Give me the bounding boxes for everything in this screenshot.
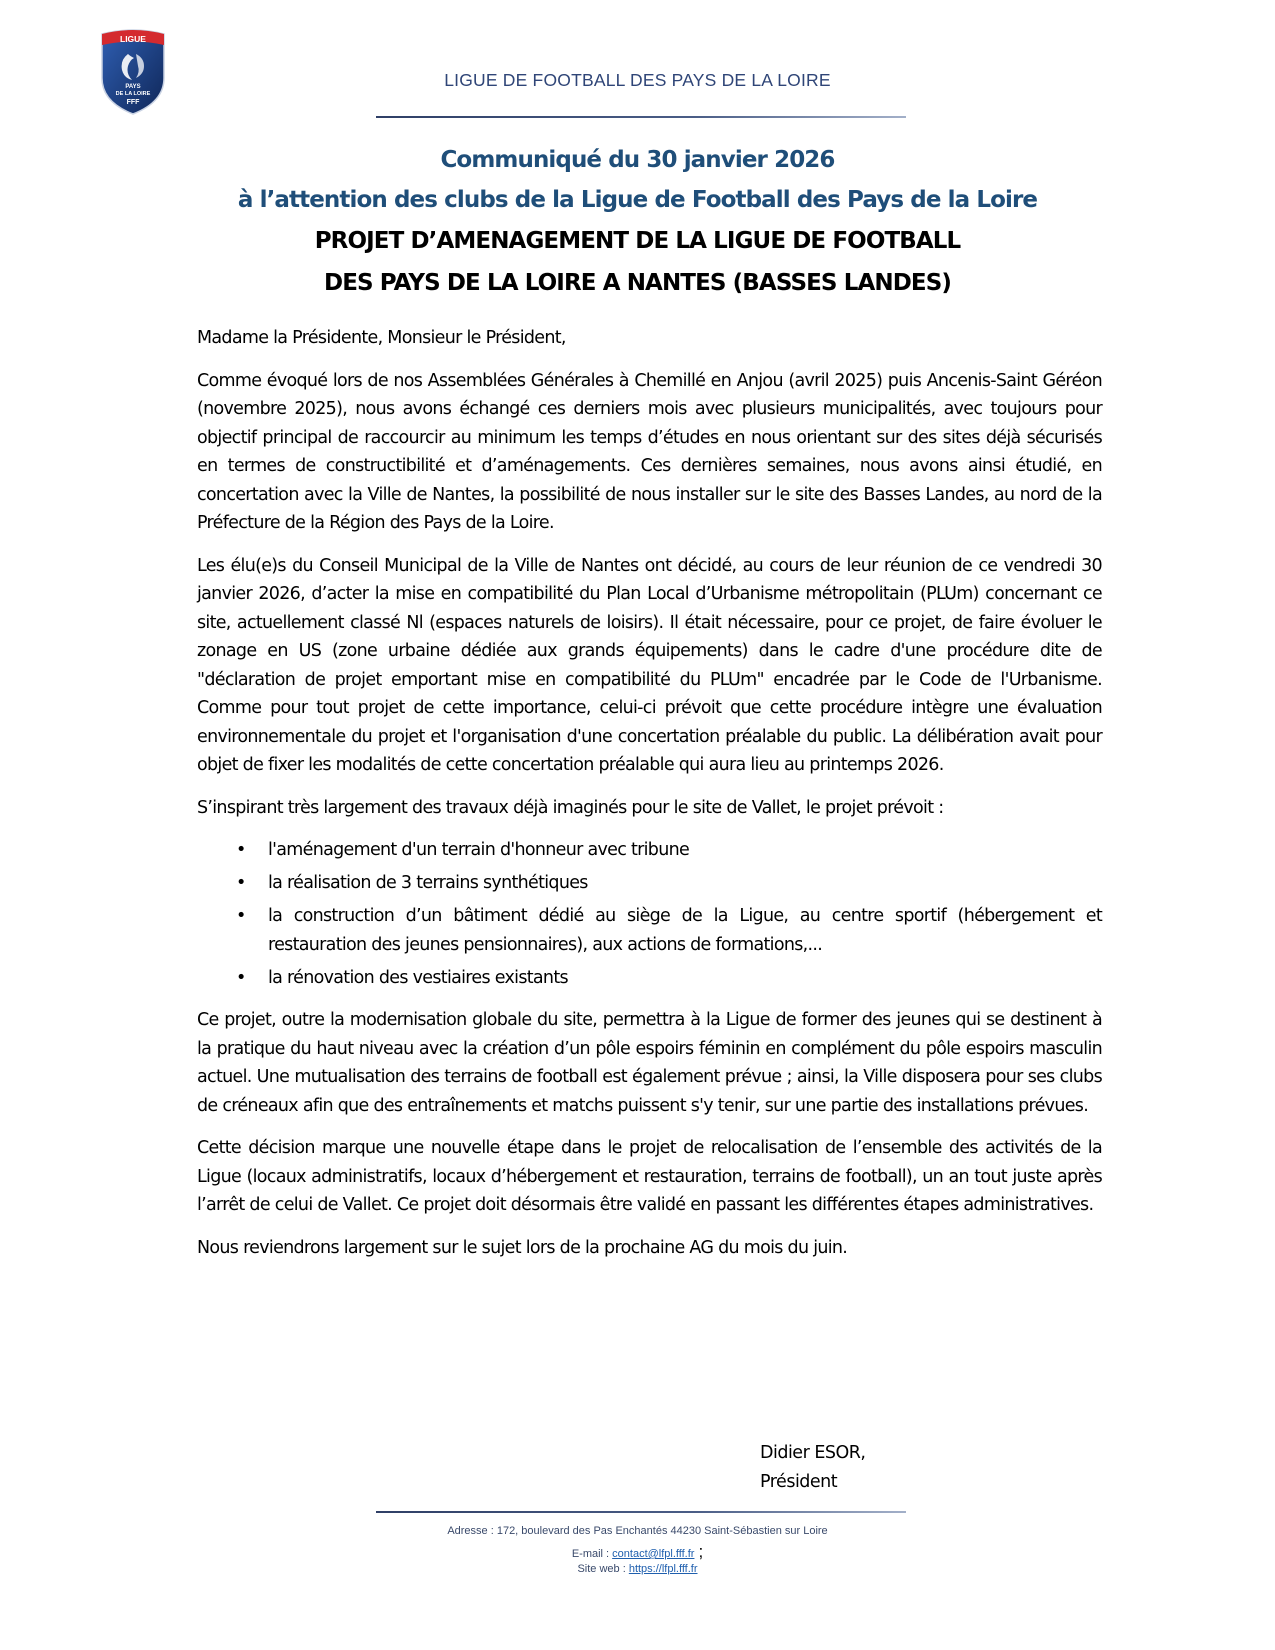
footer-website-line — [0, 1562, 1275, 1576]
organization-header: LIGUE DE FOOTBALL DES PAYS DE LA LOIRE — [444, 70, 831, 90]
footer-email-line — [0, 1544, 1275, 1562]
bullet-icon: • — [236, 840, 246, 860]
paragraph-project-benefits: Ce projet, outre la modernisation globale du site, permettra à la Ligue de former des jeunes qui se destinent à la pratique du haut niveau avec la création d’un pôle espoirs féminin en complément du pôle espoirs masculin actuel. Une mutualisation des terrains de football est également prévue ; ainsi, la Ville disposera pour ses clubs de créneaux afin que des entraînements et matchs puissent s'y tenir, sur une partie des installations prévues. — [197, 1010, 1102, 1116]
header-divider — [376, 116, 906, 118]
website-label: Site web : — [577, 1563, 629, 1575]
logo-top-label: LIGUE — [120, 34, 146, 44]
email-suffix: ; — [698, 1542, 704, 1561]
audience-subtitle: à l’attention des clubs de la Ligue de Football des Pays de la Loire — [237, 187, 1038, 213]
list-item-text: l'aménagement d'un terrain d'honneur avec tribune — [268, 840, 690, 860]
footer-address: Adresse : 172, boulevard des Pas Enchantés 44230 Saint-Sébastien sur Loire — [447, 1525, 828, 1537]
paragraph-closing: Nous reviendrons largement sur le sujet lors de la prochaine AG du mois du juin. — [197, 1237, 848, 1258]
letter-body — [197, 324, 1102, 1276]
paragraph-project-intro: S’inspirant très largement des travaux déjà imaginés pour le site de Vallet, le projet prévoit : — [197, 797, 944, 818]
logo-line3: FFF — [126, 99, 140, 106]
project-title-line2: DES PAYS DE LA LOIRE A NANTES (BASSES LANDES) — [324, 270, 951, 296]
logo-line1: PAYS — [125, 84, 141, 90]
signature-block — [760, 1439, 866, 1496]
email-label: E-mail : — [571, 1548, 613, 1560]
bullet-icon: • — [236, 873, 246, 893]
list-item — [236, 902, 1102, 959]
website-link[interactable]: https://lfpl.fff.fr — [628, 1563, 698, 1575]
list-item-text: la construction d’un bâtiment dédié au siège de la Ligue, au centre sportif (hébergement et restauration des jeunes pensionnaires), aux actions de formations,... — [268, 906, 1102, 955]
paragraph-next-step: Cette décision marque une nouvelle étape dans le projet de relocalisation de l’ensemble des activités de la Ligue (locaux administratifs, locaux d’hébergement et restauration, terrains de football), un an tout juste après l’arrêt de celui de Vallet. Ce projet doit désormais être validé en passant les différentes étapes administratives. — [197, 1138, 1102, 1215]
list-item-text: la rénovation des vestiaires existants — [268, 967, 568, 988]
communique-date-title: Communiqué du 30 janvier 2026 — [440, 147, 835, 173]
footer — [0, 1522, 1275, 1576]
list-item — [236, 964, 1102, 993]
project-items-list — [197, 836, 1102, 992]
footer-divider — [376, 1511, 906, 1513]
paragraph-context: Comme évoqué lors de nos Assemblées Générales à Chemillé en Anjou (avril 2025) puis Ancenis-Saint Géréon (novembre 2025), nous avons échangé ces derniers mois avec plusieurs municipalités, avec toujours pour objectif principal de raccourcir au minimum les temps d’études en nous orientant sur des sites déjà sécurisés en termes de constructibilité et d’aménagements. Ces dernières semaines, nous avons ainsi étudié, en concertation avec la Ville de Nantes, la possibilité de nous installer sur le site des Basses Landes, au nord de la Préfecture de la Région des Pays de la Loire. — [197, 370, 1102, 533]
email-link[interactable]: contact@lfpl.fff.fr — [612, 1548, 695, 1560]
signatory-name: Didier ESOR, — [760, 1443, 866, 1463]
bullet-icon: • — [236, 906, 246, 926]
project-title-line1: PROJET D’AMENAGEMENT DE LA LIGUE DE FOOTBALL — [314, 228, 961, 254]
signatory-role: Président — [760, 1471, 838, 1492]
bullet-icon: • — [236, 967, 246, 988]
list-item — [236, 836, 1102, 865]
document-titles — [0, 140, 1275, 304]
paragraph-council-decision: Les élu(e)s du Conseil Municipal de la Ville de Nantes ont décidé, au cours de leur réunion de ce vendredi 30 janvier 2026, d’acter la mise en compatibilité du Plan Local d’Urbanisme métropolitain (PLUm) concernant ce site, actuellement classé Nl (espaces naturels de loisirs). Il était nécessaire, pour ce projet, de faire évoluer le zonage en US (zone urbaine dédiée aux grands équipements) dans le cadre d'une procédure dite de "déclaration de projet emportant mise en compatibilité du PLUm" encadrée par le Code de l'Urbanisme. Comme pour tout projet de cette importance, celui-ci prévoit que cette procédure intègre une évaluation environnementale du projet et l'organisation d'une concertation préalable du public. La délibération avait pour objet de fixer les modalités de cette concertation préalable qui aura lieu au printemps 2026. — [197, 555, 1102, 775]
list-item — [236, 869, 1102, 898]
salutation: Madame la Présidente, Monsieur le Président, — [197, 328, 566, 348]
list-item-text: la réalisation de 3 terrains synthétiques — [268, 873, 588, 893]
logo-line2: DE LA LOIRE — [115, 91, 151, 97]
